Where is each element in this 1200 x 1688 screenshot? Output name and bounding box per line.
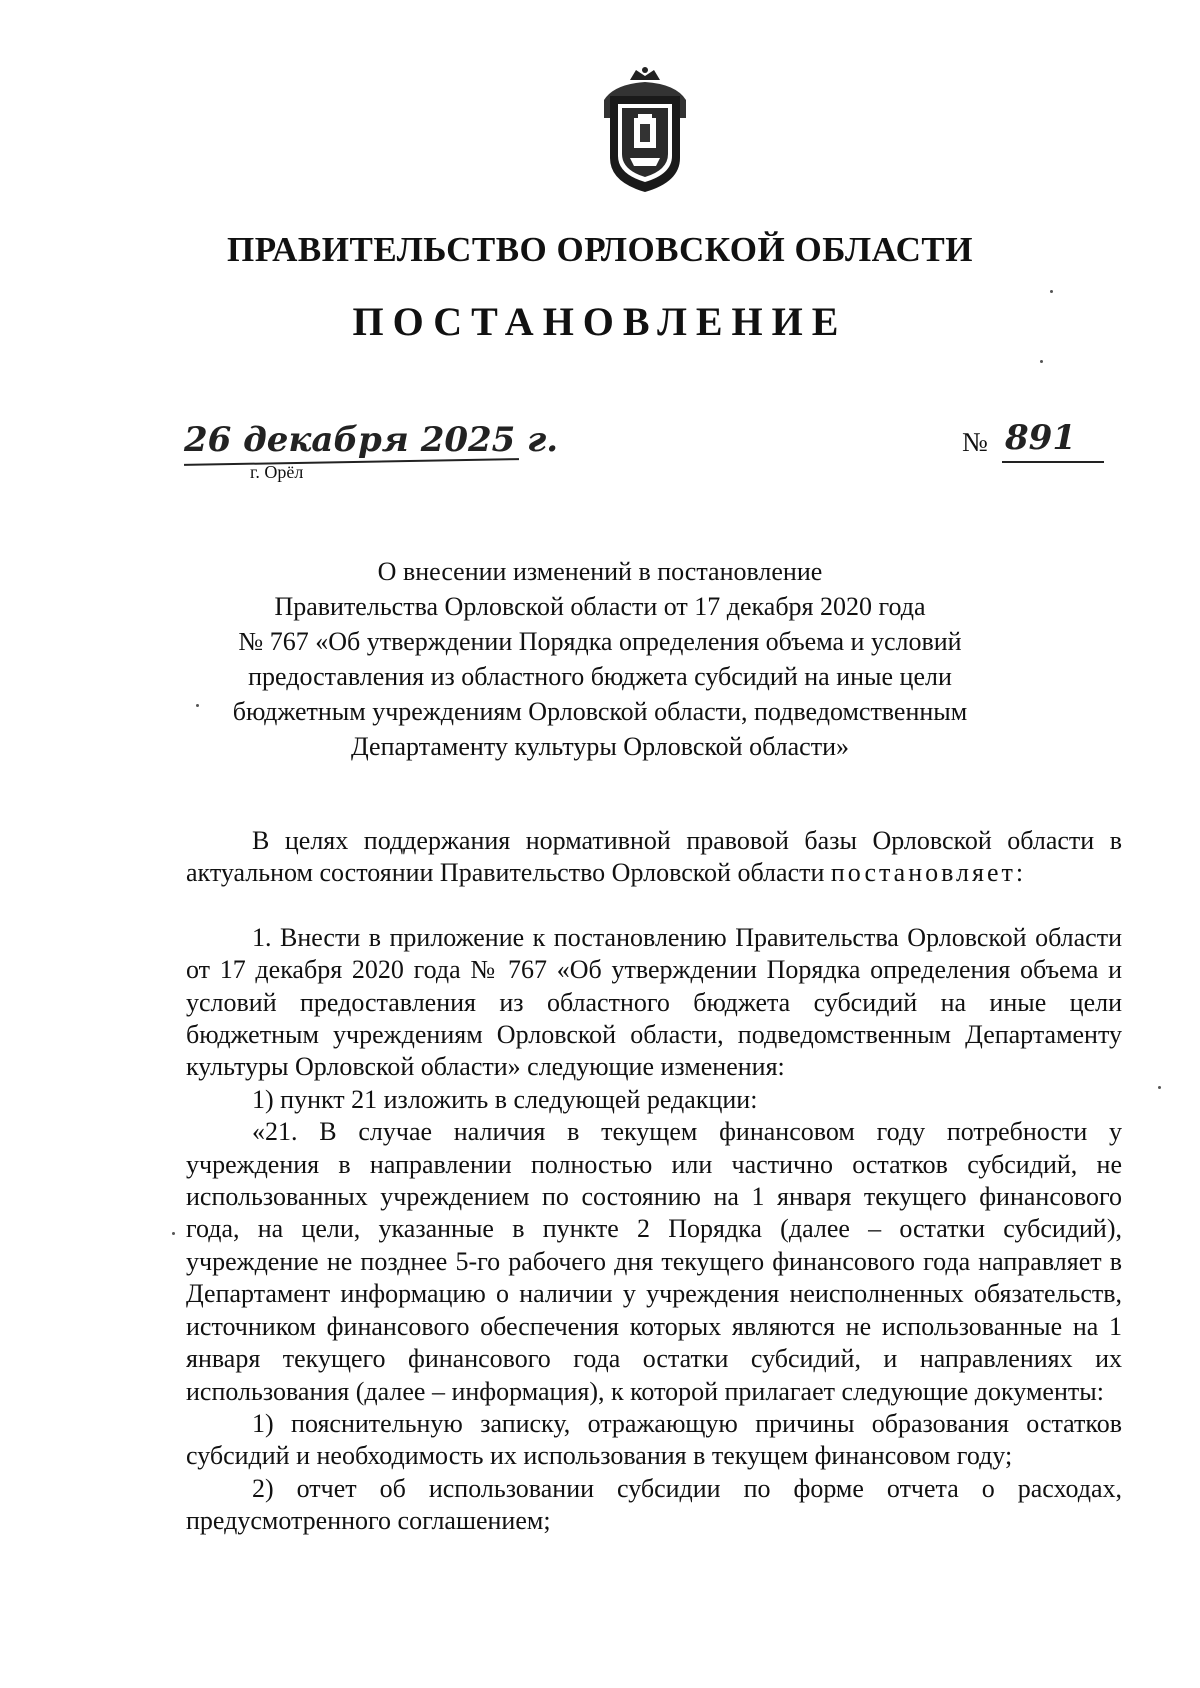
scan-speck bbox=[196, 704, 199, 707]
scan-speck bbox=[1040, 360, 1043, 363]
subject-line: № 767 «Об утверждении Порядка определения объема и условий bbox=[238, 627, 962, 656]
subject-line: Правительства Орловской области от 17 декабря 2020 года bbox=[274, 592, 926, 621]
subject-line: Департаменту культуры Орловской области» bbox=[350, 732, 849, 761]
preamble-text: В целях поддержания нормативной правовой базы Орловской области в актуальном состоянии Правительство Орловской области bbox=[186, 826, 1122, 888]
number-underline bbox=[1002, 461, 1104, 463]
scan-speck bbox=[1050, 290, 1053, 293]
paragraph-document-2: 2) отчет об использовании субсидии по форме отчета о расходах, предусмотренного соглашением; bbox=[186, 1473, 1122, 1536]
handwritten-date: 26 декабря 2025 г. bbox=[184, 420, 559, 460]
paragraph-clause-21: «21. В случае наличия в текущем финансовом году потребности у учреждения в направлении полностью или частично остатков субсидий, не использованных учреждением по состоянию на 1 января текущего финансового года, на цели, указанные в пункте 2 Порядка (далее – остатки субсидий), учреждение не позднее 5-го рабочего дня текущего финансового года направляет в Департамент информацию о наличии у учреждения неисполненных обязательств, источником финансового обеспечения которых являются не использованные на 1 января текущего финансового года остатки субсидий, и направлениях их использования (далее – информация), к которой прилагает следующие документы: bbox=[186, 1117, 1122, 1406]
scan-speck bbox=[172, 1232, 175, 1235]
preamble-paragraph bbox=[186, 825, 1122, 890]
preamble-keyword: постановляет: bbox=[830, 858, 1027, 888]
subject-line: О внесении изменений в постановление bbox=[377, 557, 823, 586]
place-label: г. Орёл bbox=[250, 462, 304, 482]
subject-line: бюджетным учреждениям Орловской области, подведомственным bbox=[232, 697, 968, 726]
document-subject bbox=[150, 554, 1050, 764]
handwritten-number: 891 bbox=[1005, 418, 1076, 458]
document-body bbox=[186, 825, 1122, 1538]
paragraph-document-1: 1) пояснительную записку, отражающую причины образования остатков субсидий и необходимость их использования в текущем финансовом году; bbox=[186, 1408, 1122, 1471]
number-sign: № bbox=[962, 427, 988, 457]
document-type-title: ПОСТАНОВЛЕНИЕ bbox=[352, 299, 848, 344]
paragraph-subitem-1: 1) пункт 21 изложить в следующей редакции: bbox=[252, 1084, 758, 1114]
organization-title: ПРАВИТЕЛЬСТВО ОРЛОВСКОЙ ОБЛАСТИ bbox=[227, 230, 973, 269]
coat-of-arms-emblem bbox=[594, 66, 696, 196]
paragraph-item-1: 1. Внести в приложение к постановлению Правительства Орловской области от 17 декабря 2020 года № 767 «Об утверждении Порядка определения объема и условий предоставления из областного бюджета субсидий на иные цели бюджетным учреждениям Орловской области, подведомственным Департаменту культуры Орловской области» следующие изменения: bbox=[186, 922, 1122, 1082]
scan-speck bbox=[1158, 1086, 1161, 1089]
subject-line: предоставления из областного бюджета субсидий на иные цели bbox=[248, 662, 952, 691]
